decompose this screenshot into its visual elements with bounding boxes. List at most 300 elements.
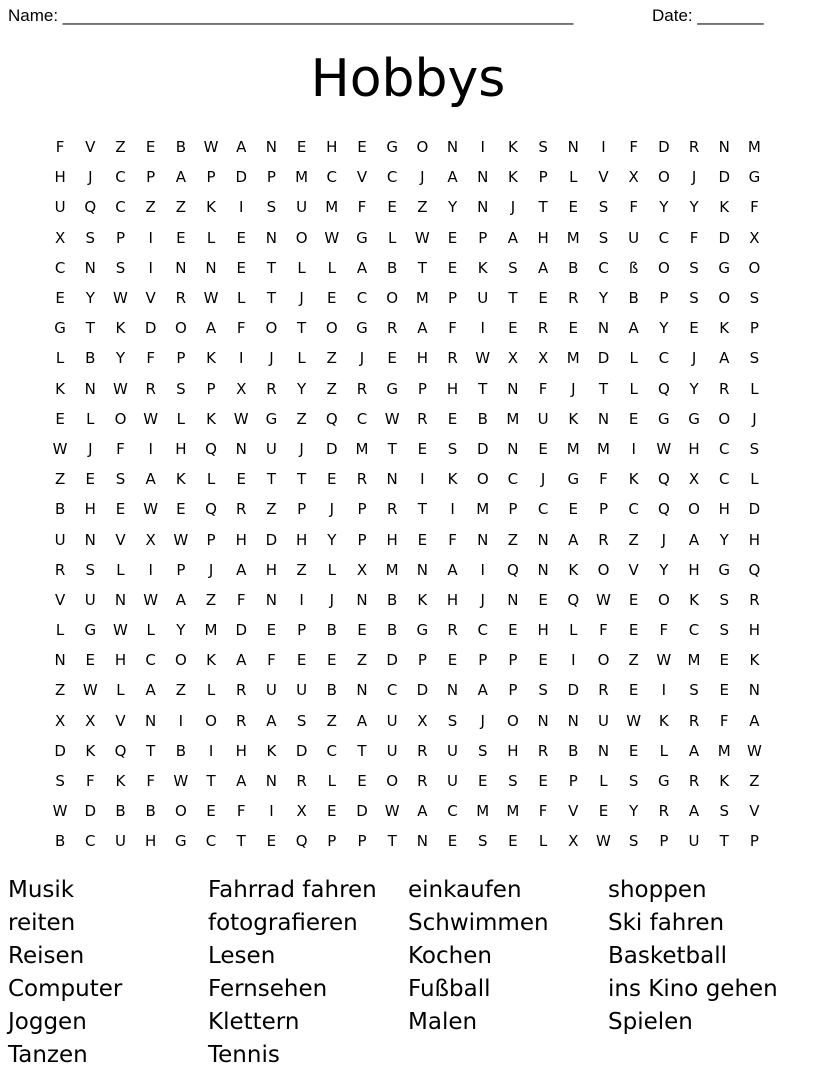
grid-letter: H xyxy=(688,560,700,579)
grid-letter: D xyxy=(326,439,338,458)
grid-letter: R xyxy=(688,711,700,730)
word-list-item: Schwimmen xyxy=(408,910,549,936)
grid-letter: W xyxy=(143,500,159,519)
grid-letter: M xyxy=(385,560,399,579)
grid-letter: U xyxy=(54,198,66,217)
grid-letter: H xyxy=(235,741,247,760)
word-list-item: einkaufen xyxy=(408,877,522,903)
grid-letter: P xyxy=(598,500,608,519)
grid-letter: E xyxy=(55,409,65,428)
grid-letter: E xyxy=(568,500,579,519)
grid-letter: J xyxy=(208,560,214,579)
grid-letter: R xyxy=(568,289,579,308)
grid-letter: H xyxy=(145,832,157,851)
grid-letter: N xyxy=(597,319,610,338)
grid-letter: L xyxy=(297,258,306,277)
grid-letter: C xyxy=(537,500,549,519)
grid-letter: Q xyxy=(657,379,670,398)
grid-letter: K xyxy=(417,590,428,609)
grid-letter: S xyxy=(538,138,548,157)
grid-letter: T xyxy=(266,289,276,308)
grid-letter: M xyxy=(747,138,761,157)
grid-letter: Z xyxy=(326,379,337,398)
grid-letter: Q xyxy=(205,439,217,458)
grid-letter: S xyxy=(749,289,760,308)
word-list-item: Joggen xyxy=(8,1009,87,1035)
grid-letter: Y xyxy=(115,349,126,368)
grid-letter: N xyxy=(537,530,549,549)
grid-letter: L xyxy=(629,349,638,368)
grid-letter: P xyxy=(357,530,367,549)
grid-letter: C xyxy=(115,198,126,217)
grid-letter: I xyxy=(178,711,184,730)
grid-letter: Y xyxy=(297,379,307,398)
grid-letter: I xyxy=(601,138,606,157)
letter-grid xyxy=(45,132,770,857)
grid-letter: P xyxy=(206,379,216,398)
grid-letter: M xyxy=(355,439,369,458)
grid-letter: P xyxy=(146,168,156,187)
grid-letter: Q xyxy=(205,500,217,519)
grid-letter: P xyxy=(448,289,458,308)
grid-letter: F xyxy=(629,198,638,217)
grid-letter: H xyxy=(386,530,398,549)
grid-letter: Z xyxy=(326,711,337,730)
grid-letter: P xyxy=(417,379,427,398)
grid-letter: E xyxy=(538,439,548,458)
grid-letter: J xyxy=(88,168,93,187)
grid-letter: Y xyxy=(629,802,639,821)
grid-letter: W xyxy=(52,439,68,458)
grid-letter: B xyxy=(387,621,398,640)
grid-letter: Y xyxy=(689,379,699,398)
grid-letter: M xyxy=(566,349,580,368)
grid-letter: R xyxy=(537,319,549,338)
grid-letter: S xyxy=(598,198,609,217)
grid-letter: R xyxy=(417,409,428,428)
grid-letter: E xyxy=(538,590,548,609)
grid-letter: K xyxy=(206,349,216,368)
grid-letter: V xyxy=(54,590,66,609)
grid-letter: S xyxy=(115,258,126,277)
grid-letter: Q xyxy=(657,500,670,519)
grid-letter: B xyxy=(387,258,398,277)
grid-letter: X xyxy=(628,168,639,187)
grid-letter: N xyxy=(567,711,579,730)
grid-letter: E xyxy=(628,590,639,609)
grid-letter: W xyxy=(113,289,128,308)
grid-letter: Z xyxy=(115,138,126,157)
grid-letter: Q xyxy=(507,560,519,579)
grid-letter: E xyxy=(538,651,548,670)
grid-letter: R xyxy=(356,470,368,489)
grid-letter: R xyxy=(688,138,700,157)
grid-letter: U xyxy=(537,409,549,428)
grid-letter: O xyxy=(325,319,338,338)
grid-letter: J xyxy=(752,409,757,428)
grid-letter: S xyxy=(749,349,760,368)
grid-letter: H xyxy=(175,439,187,458)
grid-letter: J xyxy=(510,198,516,217)
grid-letter: S xyxy=(628,772,639,791)
grid-letter: O xyxy=(386,772,399,791)
grid-letter: S xyxy=(447,711,458,730)
grid-letter: T xyxy=(417,258,427,277)
grid-letter: P xyxy=(508,651,518,670)
grid-letter: Y xyxy=(598,289,609,308)
grid-letter: C xyxy=(326,741,338,760)
grid-letter: I xyxy=(480,560,485,579)
grid-letter: K xyxy=(749,651,760,670)
grid-letter: V xyxy=(115,711,126,730)
word-list-item: Tennis xyxy=(208,1042,280,1068)
grid-letter: N xyxy=(84,379,96,398)
grid-letter: K xyxy=(447,470,458,489)
grid-letter: E xyxy=(628,681,639,700)
grid-letter: S xyxy=(508,772,518,791)
grid-letter: L xyxy=(146,621,155,640)
grid-letter: C xyxy=(115,168,126,187)
grid-letter: R xyxy=(417,772,428,791)
grid-letter: L xyxy=(599,772,608,791)
grid-letter: F xyxy=(55,138,65,157)
word-list xyxy=(8,874,808,1072)
grid-letter: F xyxy=(236,802,246,821)
grid-letter: D xyxy=(718,168,730,187)
grid-letter: C xyxy=(658,228,670,247)
grid-letter: C xyxy=(447,802,458,821)
grid-letter: G xyxy=(658,409,670,428)
grid-letter: E xyxy=(508,832,518,851)
grid-letter: F xyxy=(85,772,95,791)
grid-letter: M xyxy=(204,621,218,640)
grid-letter: B xyxy=(85,349,96,368)
grid-letter: Z xyxy=(175,198,186,217)
grid-letter: A xyxy=(175,590,186,609)
grid-letter: A xyxy=(356,711,368,730)
grid-letter: Q xyxy=(295,832,308,851)
grid-letter: L xyxy=(206,228,216,247)
grid-letter: C xyxy=(598,258,609,277)
grid-letter: K xyxy=(115,772,126,791)
grid-letter: F xyxy=(236,590,246,609)
grid-letter: X xyxy=(356,560,368,579)
grid-letter: S xyxy=(538,681,548,700)
grid-letter: L xyxy=(750,470,759,489)
grid-letter: X xyxy=(54,711,66,730)
grid-letter: W xyxy=(52,802,68,821)
grid-letter: Z xyxy=(628,530,639,549)
grid-letter: H xyxy=(748,621,761,640)
grid-letter: A xyxy=(236,138,247,157)
word-list-item: Tanzen xyxy=(8,1042,88,1068)
grid-letter: N xyxy=(748,681,761,700)
grid-letter: Q xyxy=(84,198,97,217)
grid-letter: N xyxy=(507,590,519,609)
grid-letter: Y xyxy=(659,198,669,217)
grid-letter: O xyxy=(476,470,489,489)
grid-letter: D xyxy=(84,802,97,821)
grid-letter: W xyxy=(233,409,249,428)
grid-letter: Y xyxy=(176,621,186,640)
grid-letter: H xyxy=(114,651,127,670)
grid-letter: W xyxy=(113,379,128,398)
grid-letter: J xyxy=(661,530,667,549)
grid-letter: N xyxy=(84,258,96,277)
grid-letter: H xyxy=(235,530,247,549)
grid-letter: W xyxy=(173,772,189,791)
word-list-item: Malen xyxy=(408,1009,478,1035)
grid-letter: N xyxy=(265,228,278,247)
grid-letter: U xyxy=(597,711,609,730)
grid-letter: V xyxy=(598,168,609,187)
grid-letter: R xyxy=(749,590,760,609)
grid-letter: D xyxy=(748,500,761,519)
grid-letter: P xyxy=(266,168,276,187)
grid-letter: I xyxy=(480,138,485,157)
grid-letter: S xyxy=(55,772,65,791)
grid-letter: E xyxy=(628,409,639,428)
grid-letter: B xyxy=(54,832,66,851)
grid-letter: H xyxy=(507,741,519,760)
grid-letter: G xyxy=(567,470,580,489)
grid-letter: N xyxy=(477,530,489,549)
grid-letter: R xyxy=(719,379,730,398)
grid-letter: T xyxy=(206,772,216,791)
name-field-label: Name: ______________________________________________________ xyxy=(8,6,574,25)
grid-letter: W xyxy=(596,832,611,851)
grid-letter: E xyxy=(598,802,609,821)
grid-letter: L xyxy=(327,772,336,791)
grid-letter: P xyxy=(297,621,307,640)
grid-letter: N xyxy=(265,138,278,157)
grid-letter: B xyxy=(145,802,156,821)
grid-letter: G xyxy=(386,138,398,157)
grid-letter: P xyxy=(206,530,216,549)
grid-letter: E xyxy=(236,258,246,277)
grid-letter: X xyxy=(85,711,96,730)
grid-letter: E xyxy=(508,319,518,338)
grid-letter: Z xyxy=(628,651,639,670)
grid-letter: N xyxy=(145,711,157,730)
grid-letter: X xyxy=(749,228,760,247)
grid-letter: F xyxy=(267,651,276,670)
grid-letter: T xyxy=(538,198,548,217)
grid-letter: A xyxy=(447,168,458,187)
grid-letter: S xyxy=(477,832,488,851)
grid-letter: K xyxy=(175,470,186,489)
grid-letter: W xyxy=(203,289,219,308)
grid-letter: C xyxy=(718,439,730,458)
grid-letter: E xyxy=(327,802,337,821)
grid-letter: R xyxy=(447,349,458,368)
grid-letter: B xyxy=(326,681,337,700)
grid-letter: A xyxy=(537,258,549,277)
grid-letter: M xyxy=(415,289,429,308)
grid-letter: X xyxy=(54,228,66,247)
grid-letter: G xyxy=(175,832,187,851)
grid-letter: E xyxy=(568,198,579,217)
grid-letter: X xyxy=(507,349,519,368)
grid-letter: M xyxy=(325,198,339,217)
grid-letter: T xyxy=(508,289,518,308)
grid-letter: O xyxy=(386,289,399,308)
grid-letter: E xyxy=(387,198,397,217)
grid-letter: S xyxy=(689,681,699,700)
grid-letter: G xyxy=(356,319,368,338)
grid-letter: G xyxy=(718,258,731,277)
grid-letter: F xyxy=(146,772,155,791)
grid-letter: E xyxy=(628,621,639,640)
grid-letter: I xyxy=(299,590,304,609)
grid-letter: J xyxy=(359,349,365,368)
grid-letter: Y xyxy=(659,560,669,579)
grid-letter: T xyxy=(478,379,488,398)
grid-letter: U xyxy=(84,590,96,609)
grid-letter: N xyxy=(386,470,398,489)
grid-letter: D xyxy=(718,228,730,247)
grid-letter: W xyxy=(143,409,159,428)
grid-letter: R xyxy=(356,379,368,398)
grid-letter: M xyxy=(476,500,490,519)
grid-letter: B xyxy=(568,258,579,277)
grid-letter: O xyxy=(416,138,429,157)
grid-letter: N xyxy=(597,741,610,760)
grid-letter: E xyxy=(327,289,337,308)
word-list-item: Musik xyxy=(8,877,75,903)
grid-letter: S xyxy=(508,258,518,277)
grid-letter: L xyxy=(569,621,578,640)
word-list-item: shoppen xyxy=(608,877,707,903)
grid-letter: D xyxy=(235,168,247,187)
grid-letter: L xyxy=(55,349,65,368)
grid-letter: K xyxy=(206,651,216,670)
grid-letter: R xyxy=(175,289,187,308)
grid-letter: R xyxy=(236,711,247,730)
grid-letter: L xyxy=(116,681,125,700)
grid-letter: O xyxy=(597,560,610,579)
grid-letter: P xyxy=(417,651,427,670)
grid-letter: L xyxy=(206,681,216,700)
grid-letter: C xyxy=(628,500,639,519)
grid-letter: N xyxy=(175,258,187,277)
grid-letter: R xyxy=(236,500,247,519)
grid-letter: O xyxy=(657,168,670,187)
grid-letter: N xyxy=(416,832,428,851)
grid-letter: F xyxy=(538,802,548,821)
grid-letter: R xyxy=(598,681,609,700)
grid-letter: U xyxy=(265,681,277,700)
grid-letter: D xyxy=(265,530,278,549)
grid-letter: U xyxy=(114,832,126,851)
grid-letter: V xyxy=(628,560,639,579)
grid-letter: I xyxy=(571,651,576,670)
grid-letter: C xyxy=(85,832,96,851)
grid-letter: A xyxy=(236,560,247,579)
grid-letter: X xyxy=(688,470,700,489)
grid-letter: P xyxy=(176,349,186,368)
grid-letter: X xyxy=(537,349,549,368)
grid-letter: K xyxy=(628,470,639,489)
grid-letter: S xyxy=(719,802,729,821)
grid-letter: J xyxy=(571,379,576,398)
grid-letter: E xyxy=(327,651,337,670)
grid-letter: F xyxy=(116,439,125,458)
grid-letter: V xyxy=(115,530,126,549)
grid-letter: X xyxy=(296,802,307,821)
grid-letter: M xyxy=(506,409,520,428)
grid-letter: U xyxy=(296,681,308,700)
grid-letter: J xyxy=(691,168,697,187)
grid-letter: R xyxy=(537,741,549,760)
word-list-item: ins Kino gehen xyxy=(608,976,778,1002)
grid-letter: I xyxy=(148,439,153,458)
grid-letter: U xyxy=(447,772,459,791)
grid-letter: F xyxy=(659,621,669,640)
grid-letter: W xyxy=(82,681,98,700)
grid-letter: A xyxy=(175,168,186,187)
grid-letter: X xyxy=(145,530,156,549)
grid-letter: S xyxy=(85,228,96,247)
grid-letter: H xyxy=(54,168,66,187)
grid-letter: T xyxy=(357,741,367,760)
grid-letter: B xyxy=(175,138,186,157)
grid-letter: C xyxy=(507,470,519,489)
word-list-item: fotografieren xyxy=(208,910,358,936)
grid-letter: R xyxy=(598,530,609,549)
grid-letter: P xyxy=(357,832,367,851)
date-field-label: Date: _______ xyxy=(652,6,764,25)
grid-letter: O xyxy=(507,711,519,730)
grid-letter: Z xyxy=(296,560,307,579)
grid-letter: E xyxy=(327,470,337,489)
grid-letter: L xyxy=(55,621,65,640)
grid-letter: E xyxy=(417,530,428,549)
grid-letter: N xyxy=(718,138,730,157)
grid-letter: L xyxy=(176,409,186,428)
grid-letter: E xyxy=(508,621,518,640)
grid-letter: C xyxy=(145,651,156,670)
grid-letter: E xyxy=(447,228,458,247)
grid-letter: E xyxy=(176,228,186,247)
grid-letter: T xyxy=(387,832,397,851)
grid-letter: I xyxy=(269,802,274,821)
grid-letter: L xyxy=(538,832,548,851)
grid-letter: M xyxy=(476,802,490,821)
grid-letter: S xyxy=(719,590,729,609)
grid-letter: A xyxy=(205,319,217,338)
grid-letter: G xyxy=(265,409,278,428)
grid-letter: O xyxy=(688,500,700,519)
grid-letter: S xyxy=(628,832,639,851)
grid-letter: D xyxy=(356,802,368,821)
grid-letter: N xyxy=(416,560,428,579)
grid-letter: L xyxy=(116,560,125,579)
grid-letter: Q xyxy=(748,560,761,579)
grid-letter: O xyxy=(174,319,187,338)
grid-letter: A xyxy=(688,741,700,760)
grid-letter: S xyxy=(266,198,277,217)
grid-letter: E xyxy=(387,349,397,368)
grid-letter: O xyxy=(657,590,670,609)
grid-letter: A xyxy=(236,651,247,670)
grid-letter: B xyxy=(628,289,639,308)
grid-letter: U xyxy=(296,198,308,217)
grid-letter: L xyxy=(750,379,759,398)
grid-letter: W xyxy=(656,651,672,670)
grid-letter: D xyxy=(597,349,610,368)
grid-letter: I xyxy=(148,560,153,579)
